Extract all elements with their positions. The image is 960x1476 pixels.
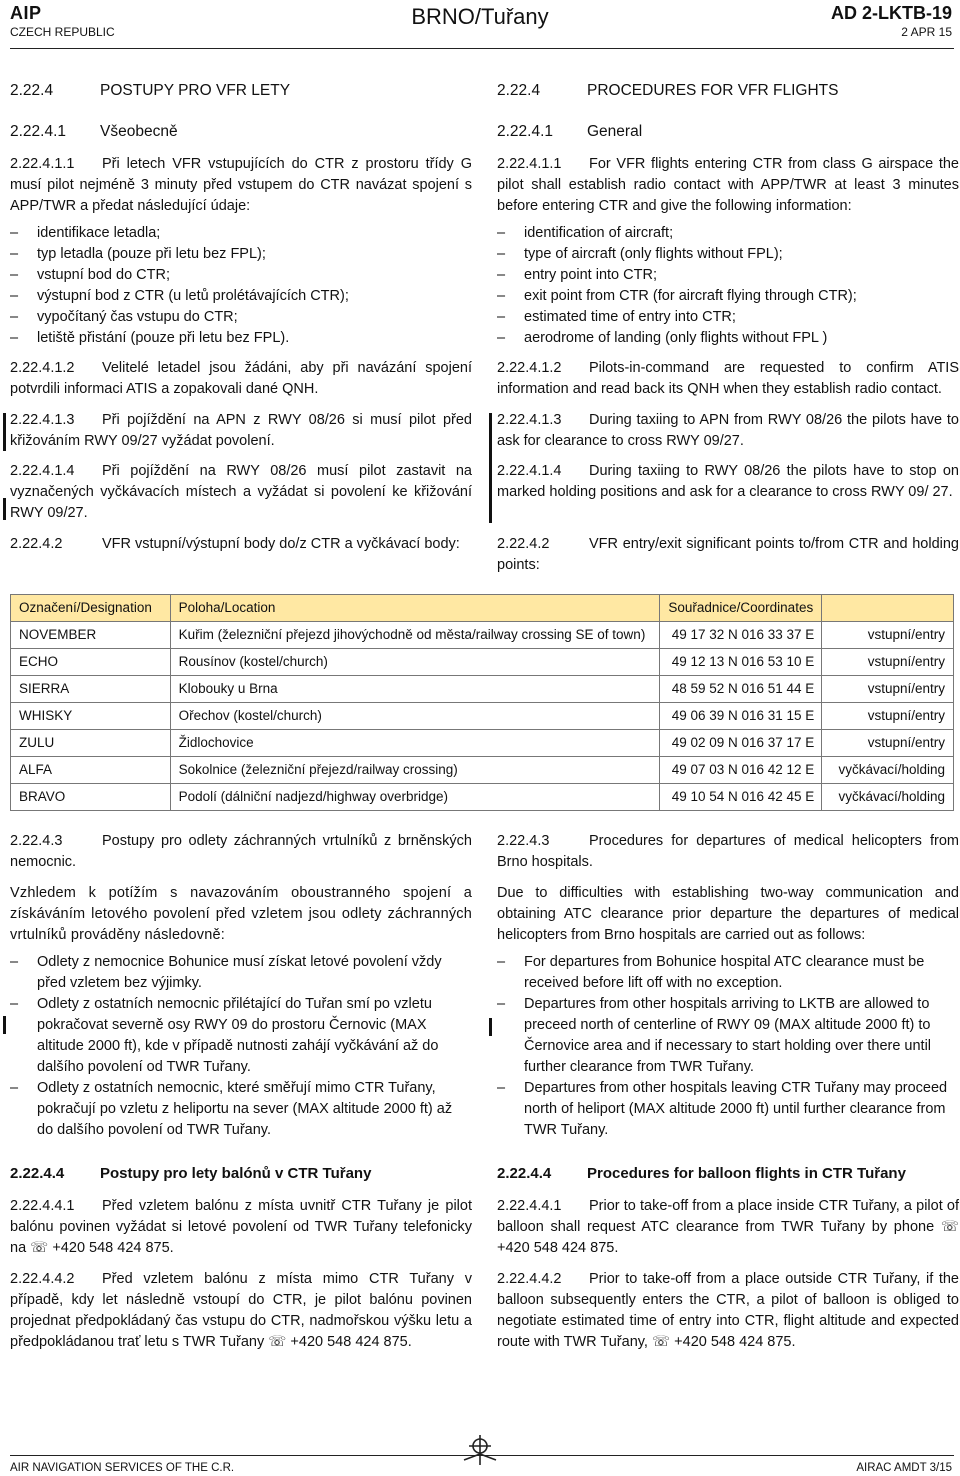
table-cell: vyčkávací/holding [822,757,954,784]
header-rule [10,48,954,49]
table-cell: vstupní/entry [822,676,954,703]
table-header-row [11,595,954,622]
table-cell: SIERRA [11,676,171,703]
table-cell: 49 10 54 N 016 42 45 E [660,784,822,811]
table-cell: Podolí (dálniční nadjezd/highway overbridge) [170,784,660,811]
country-label: CZECH REPUBLIC [10,25,115,39]
list-item: – Odlety z nemocnice Bohunice musí získat letové povolení vždy před vzletem bez výjimky. [10,952,472,994]
vfr-points-table [10,594,954,811]
change-bar [489,413,492,523]
change-bar [3,413,6,451]
change-bar [3,498,6,520]
list-item: – Departures from other hospitals arriving to LKTB are allowed to preceed north of centerline of RWY 09 (MAX altitude 2000 ft) to Černovice area and if necessary to start holding over there until further clearance from TWR Tuřany. [497,994,959,1078]
table-cell: Židlochovice [170,730,660,757]
table-row [11,757,954,784]
page-header [0,0,960,50]
page-code: AD 2-LKTB-19 [830,3,952,23]
change-bar [3,1016,6,1034]
heading-procedures-cz: 2.22.4 POSTUPY PRO VFR LETY [10,82,291,99]
table-header-cell: Souřadnice/Coordinates [660,595,822,622]
heading-balloon-cz: 2.22.4.4 Postupy pro lety balónů v CTR Tuřany [10,1165,372,1182]
heading-general-en: 2.22.4.1 General [497,123,643,140]
table-cell: NOVEMBER [11,622,171,649]
list-item: – aerodrome of landing (only flights without FPL ) [497,328,959,349]
list-item: – letiště přistání (pouze při letu bez FPL). [10,328,472,349]
table-cell: 49 02 09 N 016 37 17 E [660,730,822,757]
table-cell: ECHO [11,649,171,676]
list-item: – vypočítaný čas vstupu do CTR; [10,307,472,328]
list-item: – typ letadla (pouze při letu bez FPL); [10,244,472,265]
heading-procedures-en: 2.22.4 PROCEDURES FOR VFR FLIGHTS [497,82,839,99]
paragraph-cz-2: 2.22.4.1.2 Velitelé letadel jsou žádáni, aby při navázání spojení potvrdili informaci ATIS a zopakovali dané QNH. [10,360,472,397]
paragraph-en-1: 2.22.4.1.1 For VFR flights entering CTR from class G airspace the pilot shall establish radio contact with APP/TWR at least 3 minutes before entering CTR and give the following information: [497,156,959,214]
table-cell: Sokolnice (železniční přejezd/railway crossing) [170,757,660,784]
paragraph-cz-5: 2.22.4.2 VFR vstupní/výstupní body do/z CTR a vyčkávací body: [10,536,460,552]
paragraph-cz-3: 2.22.4.1.3 Při pojíždění na APN z RWY 08/26 si musí pilot před křižováním RWY 09/27 vyžádat povolení. [10,412,472,449]
paragraph-en-3: 2.22.4.1.3 During taxiing to APN from RWY 08/26 the pilots have to ask for clearance to cross RWY 09/27. [497,412,959,449]
table-header-cell [822,595,954,622]
phone-icon: ☏ [30,1240,49,1256]
list-item: – Odlety z ostatních nemocnic přilétající do Tuřan smí po vzletu pokračovat severně osy RWY 09 do prostoru Černovic (MAX altitude 2000 ft), kde v případě nutnosti zahájí vyčkávání až do dalšího povolení od TWR Tuřany. [10,994,472,1078]
list-item: – type of aircraft (only flights without FPL); [497,244,959,265]
paragraph-en-7: Due to difficulties with establishing two-way communication and obtaining ATC clearance prior departure the departures of medical helicopters from Brno hospitals are carried out as follows: [497,885,959,943]
table-cell: Klobouky u Brna [170,676,660,703]
phone-icon: ☏ [268,1334,287,1350]
table-row [11,703,954,730]
phone-icon: ☏ [652,1334,671,1350]
ans-logo-icon [460,1432,500,1472]
list-item: – entry point into CTR; [497,265,959,286]
table-cell: WHISKY [11,703,171,730]
aerodrome-title: BRNO/Tuřany [411,4,549,29]
list-item: – identification of aircraft; [497,223,959,244]
table-cell: Rousínov (kostel/church) [170,649,660,676]
list-item: – exit point from CTR (for aircraft flying through CTR); [497,286,959,307]
table-row [11,622,954,649]
paragraph-cz-1: 2.22.4.1.1 Při letech VFR vstupujících do CTR z prostoru třídy G musí pilot nejméně 3 minuty před vstupem do CTR navázat spojení s APP/TWR a předat následující údaje: [10,156,472,214]
table-header-cell: Poloha/Location [170,595,660,622]
table-row [11,784,954,811]
table-row [11,676,954,703]
table-cell: 49 12 13 N 016 53 10 E [660,649,822,676]
table-cell: 49 17 32 N 016 33 37 E [660,622,822,649]
list-item: – Odlety z ostatních nemocnic, které směřují mimo CTR Tuřany, pokračují po vzletu z heliportu na sever (MAX altitude 2000 ft) až do dalšího povolení od TWR Tuřany. [10,1078,472,1141]
change-bar [489,1018,492,1036]
paragraph-en-4: 2.22.4.1.4 During taxiing to RWY 08/26 the pilots have to stop on marked holding positions and ask for a clearance to cross RWY 09/ 27. [497,463,959,500]
paragraph-en-5: 2.22.4.2 VFR entry/exit significant points to/from CTR and holding points: [497,536,959,573]
phone-icon: ☏ [940,1219,960,1235]
paragraph-en-8: 2.22.4.4.1 Prior to take-off from a place inside CTR Tuřany, a pilot of balloon shall request ATC clearance from TWR Tuřany by phone ☏ +420 548 424 875. [497,1198,960,1256]
list-item: – výstupní bod z CTR (u letů prolétávajících CTR); [10,286,472,307]
paragraph-cz-4: 2.22.4.1.4 Při pojíždění na RWY 08/26 musí pilot zastavit na vyznačených vyčkávacích místech a vyžádat si povolení ke křižování RWY 09/27. [10,463,472,521]
table-cell: 48 59 52 N 016 51 44 E [660,676,822,703]
table-cell: BRAVO [11,784,171,811]
paragraph-en-2: 2.22.4.1.2 Pilots-in-command are requested to confirm ATIS information and read back its QNH when they establish radio contact. [497,360,959,397]
table-cell: vstupní/entry [822,622,954,649]
list-item: – Departures from other hospitals leaving CTR Tuřany may proceed north of heliport (MAX altitude 2000 ft) until further clearance from TWR Tuřany. [497,1078,959,1141]
page-date: 2 APR 15 [901,25,952,39]
table-cell: vstupní/entry [822,703,954,730]
list-item: – estimated time of entry into CTR; [497,307,959,328]
table-cell: vstupní/entry [822,730,954,757]
list-item: – vstupní bod do CTR; [10,265,472,286]
paragraph-en-6: 2.22.4.3 Procedures for departures of medical helicopters from Brno hospitals. [497,833,959,870]
table-cell: Kuřim (železniční přejezd jihovýchodně od města/railway crossing SE of town) [170,622,660,649]
table-cell: 49 06 39 N 016 31 15 E [660,703,822,730]
footer-publisher: AIR NAVIGATION SERVICES OF THE C.R. [10,1462,235,1474]
paragraph-cz-9: 2.22.4.4.2 Před vzletem balónu z místa mimo CTR Tuřany v případě, kdy let následně vstoupí do CTR, je pilot balónu povinen projednat předpokládaný čas vstupu do CTR, nadmořskou výšku letu a předpokládanou trať letu s TWR Tuřany ☏ +420 548 424 875. [10,1271,472,1350]
heading-balloon-en: 2.22.4.4 Procedures for balloon flights in CTR Tuřany [497,1165,906,1182]
paragraph-cz-6: 2.22.4.3 Postupy pro odlety záchranných vrtulníků z brněnských nemocnic. [10,833,472,870]
header-right [831,2,952,40]
table-header-cell: Označení/Designation [11,595,171,622]
table-cell: ZULU [11,730,171,757]
table-cell: ALFA [11,757,171,784]
paragraph-en-9: 2.22.4.4.2 Prior to take-off from a place outside CTR Tuřany, if the balloon subsequently enters the CTR, a pilot of balloon is obliged to negotiate estimated time of entry into CTR, flight altitude and expected route with TWR Tuřany, ☏ +420 548 424 875. [497,1271,959,1350]
table-cell: vstupní/entry [822,649,954,676]
table-row [11,649,954,676]
footer-amendment: AIRAC AMDT 3/15 [856,1462,952,1474]
table-row [11,730,954,757]
paragraph-cz-7: Vzhledem k potížím s navazováním oboustranného spojení a získáváním letového povolení před vzletem jsou odlety záchranných vrtulníků prováděny následovně: [10,885,472,943]
paragraph-cz-8: 2.22.4.4.1 Před vzletem balónu z místa uvnitř CTR Tuřany je pilot balónu povinen vyžádat si letové povolení od TWR Tuřany telefonicky na ☏ +420 548 424 875. [10,1198,472,1256]
list-item: – For departures from Bohunice hospital ATC clearance must be received before lift off with no exception. [497,952,959,994]
list-item: – identifikace letadla; [10,223,472,244]
table-cell: vyčkávací/holding [822,784,954,811]
table-cell: Ořechov (kostel/church) [170,703,660,730]
table-cell: 49 07 03 N 016 42 12 E [660,757,822,784]
heading-general-cz: 2.22.4.1 Všeobecně [10,123,178,140]
aip-label: AIP [10,3,42,23]
